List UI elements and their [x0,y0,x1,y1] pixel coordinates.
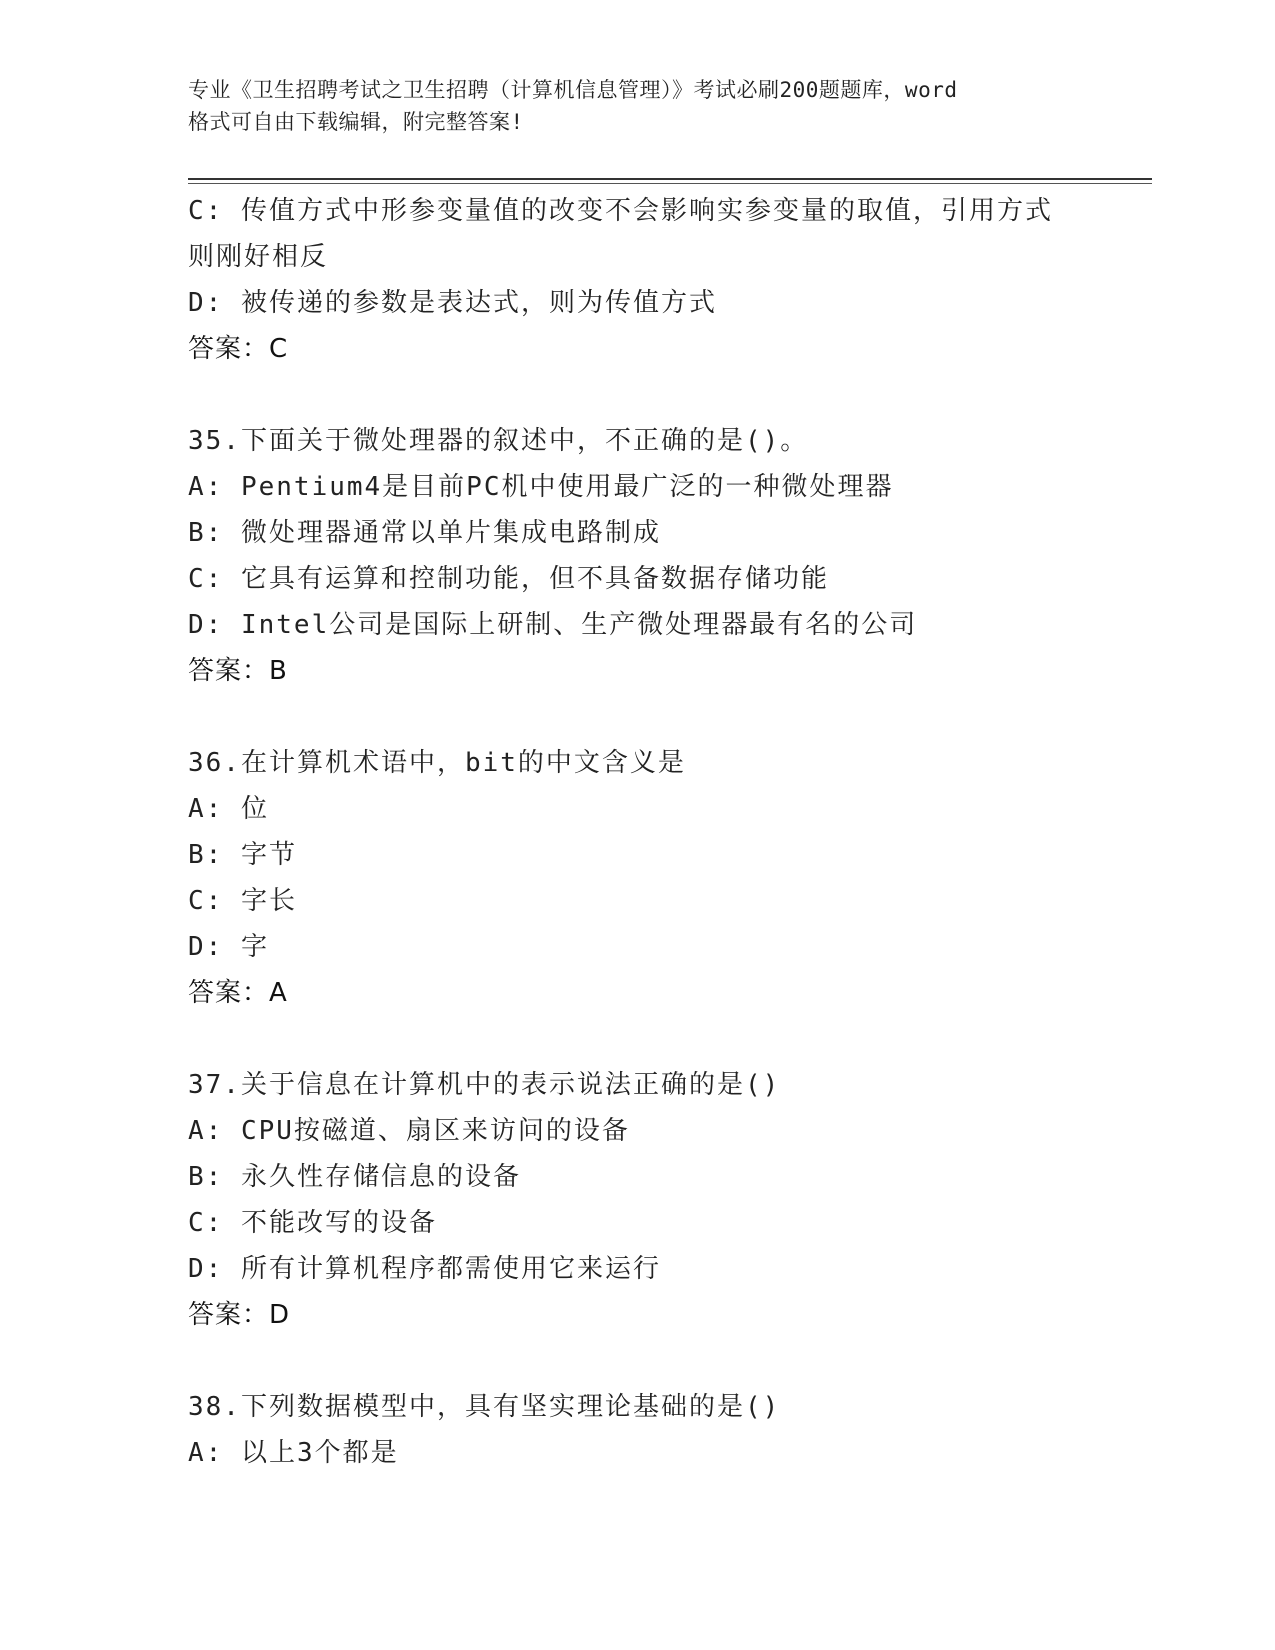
option-a: A: Pentium4是目前PC机中使用最广泛的一种微处理器 [188,472,894,502]
answer-line: 答案：D [188,1300,291,1330]
option-c-continuation: 则刚好相反 [188,242,329,272]
option-c: C: 传值方式中形参变量值的改变不会影响实参变量的取值，引用方式 [188,196,1053,226]
option-d: D: 所有计算机程序都需使用它来运行 [188,1254,661,1284]
option-c: C: 它具有运算和控制功能，但不具备数据存储功能 [188,564,829,594]
spacer [188,372,1138,418]
option-a: A: CPU按磁道、扇区来访问的设备 [188,1116,630,1146]
question-38 [188,1384,1138,1476]
document-header [188,74,1088,138]
spacer [188,694,1138,740]
question-35 [188,418,1138,694]
header-line-2: 格式可自由下载编辑，附完整答案! [188,110,524,134]
option-d: D: 被传递的参数是表达式，则为传值方式 [188,288,717,318]
answer-line: 答案：C [188,334,289,364]
continued-question [188,188,1138,372]
header-rule-thick [188,178,1152,180]
answer-line: 答案：A [188,978,288,1008]
option-c: C: 字长 [188,886,297,916]
header-rule-thin [188,183,1152,184]
option-d: D: Intel公司是国际上研制、生产微处理器最有名的公司 [188,610,918,640]
option-d: D: 字 [188,932,269,962]
question-36 [188,740,1138,1016]
spacer [188,1338,1138,1384]
option-a: A: 以上3个都是 [188,1438,399,1468]
option-b: B: 微处理器通常以单片集成电路制成 [188,518,661,548]
question-stem: 36.在计算机术语中，bit的中文含义是 [188,748,686,778]
question-37 [188,1062,1138,1338]
question-stem: 35.下面关于微处理器的叙述中，不正确的是()。 [188,426,809,456]
spacer [188,1016,1138,1062]
question-stem: 37.关于信息在计算机中的表示说法正确的是() [188,1070,781,1100]
option-b: B: 永久性存储信息的设备 [188,1162,521,1192]
answer-line: 答案：B [188,656,288,686]
option-a: A: 位 [188,794,269,824]
question-content [188,188,1138,1476]
header-line-1: 专业《卫生招聘考试之卫生招聘（计算机信息管理）》考试必刷200题题库，word [188,78,958,102]
question-stem: 38.下列数据模型中，具有坚实理论基础的是() [188,1392,781,1422]
option-b: B: 字节 [188,840,297,870]
option-c: C: 不能改写的设备 [188,1208,437,1238]
